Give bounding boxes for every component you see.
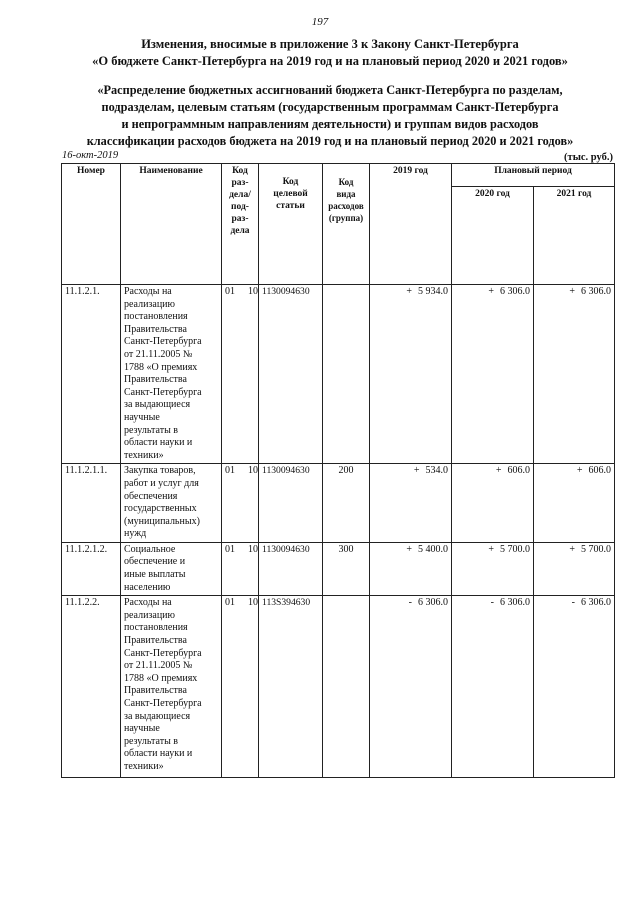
document-date: 16-окт-2019: [62, 150, 119, 161]
row-vr-code: [323, 596, 370, 778]
units-label: (тыс. руб.): [564, 152, 613, 163]
row-name: Расходы на реализацию постановления Правительства Санкт-Петербурга от 21.11.2005 № 1788 «О премиях Правительства Санкт-Петербурга за выдающиеся научные результаты в области науки и техники»: [121, 596, 222, 778]
row-csr-code: 1130094630: [259, 285, 323, 464]
row-value-2021: + 5 700.0: [534, 542, 615, 595]
header-2019: 2019 год: [370, 164, 452, 285]
header-2020: 2020 год: [452, 187, 534, 285]
header-number: Номер: [62, 164, 121, 285]
header-line-1: Изменения, вносимые в приложение 3 к Закону Санкт-Петербурга: [141, 37, 519, 51]
row-number: 11.1.2.1.2.: [62, 542, 121, 595]
row-vr-code: 200: [323, 464, 370, 543]
header-vr-code: Код вида расходов (группа): [323, 164, 370, 285]
document-header: [30, 36, 630, 70]
row-value-2020: + 606.0: [452, 464, 534, 543]
row-value-2019: + 5 400.0: [370, 542, 452, 595]
row-number: 11.1.2.2.: [62, 596, 121, 778]
document-subtitle: [30, 82, 630, 150]
row-vr-code: [323, 285, 370, 464]
row-vr-code: 300: [323, 542, 370, 595]
table-row: [62, 596, 615, 778]
header-razdel-code: Код раз- дела/ под- раз- дела: [222, 164, 259, 285]
row-csr-code: 1130094630: [259, 464, 323, 543]
row-razdel-code: 01 10: [222, 285, 259, 464]
header-name: Наименование: [121, 164, 222, 285]
row-razdel-code: 01 10: [222, 596, 259, 778]
row-number: 11.1.2.1.1.: [62, 464, 121, 543]
row-value-2021: - 6 306.0: [534, 596, 615, 778]
table-row: [62, 464, 615, 543]
row-csr-code: 1130094630: [259, 542, 323, 595]
header-plan-period: Плановый период: [452, 164, 615, 187]
row-razdel-code: 01 10: [222, 464, 259, 543]
page-number: 197: [311, 16, 329, 28]
row-value-2020: - 6 306.0: [452, 596, 534, 778]
budget-table: [61, 163, 615, 778]
row-value-2019: + 534.0: [370, 464, 452, 543]
row-value-2021: + 606.0: [534, 464, 615, 543]
header-line-2: «О бюджете Санкт-Петербурга на 2019 год и на плановый период 2020 и 2021 годов»: [92, 54, 568, 68]
row-name: Социальное обеспечение и иные выплаты населению: [121, 542, 222, 595]
subtitle-line-3: и непрограммным направлениям деятельности) и группам видов расходов: [121, 117, 539, 131]
subtitle-line-2: подразделам, целевым статьям (государственным программам Санкт-Петербурга: [101, 100, 559, 114]
header-csr-code: Код целевой статьи: [259, 164, 323, 285]
subtitle-line-4: классификации расходов бюджета на 2019 год и на плановый период 2020 и 2021 годов»: [86, 134, 574, 148]
row-value-2021: + 6 306.0: [534, 285, 615, 464]
row-name: Расходы на реализацию постановления Правительства Санкт-Петербурга от 21.11.2005 № 1788 «О премиях Правительства Санкт-Петербурга за выдающиеся научные результаты в области науки и техники»: [121, 285, 222, 464]
row-value-2019: - 6 306.0: [370, 596, 452, 778]
header-2021: 2021 год: [534, 187, 615, 285]
row-razdel-code: 01 10: [222, 542, 259, 595]
row-value-2020: + 5 700.0: [452, 542, 534, 595]
row-value-2020: + 6 306.0: [452, 285, 534, 464]
table-row: [62, 285, 615, 464]
row-csr-code: 113S394630: [259, 596, 323, 778]
row-name: Закупка товаров, работ и услуг для обеспечения государственных (муниципальных) нужд: [121, 464, 222, 543]
row-number: 11.1.2.1.: [62, 285, 121, 464]
subtitle-line-1: «Распределение бюджетных ассигнований бюджета Санкт-Петербурга по разделам,: [97, 83, 563, 97]
table-row: [62, 542, 615, 595]
row-value-2019: + 5 934.0: [370, 285, 452, 464]
